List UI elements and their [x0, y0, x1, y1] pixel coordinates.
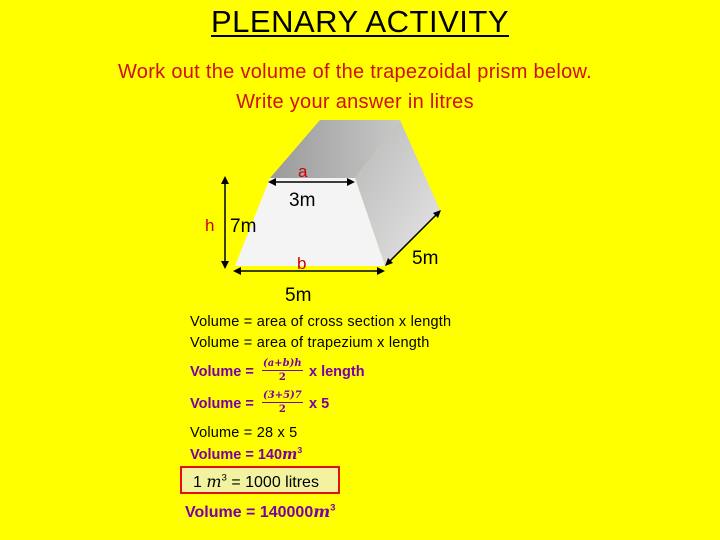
working-line-2: Volume = area of trapezium x length [190, 335, 430, 351]
label-height-measure: 7m [230, 216, 257, 237]
instruction-line-1: Work out the volume of the trapezoidal prism below. [117, 61, 593, 83]
label-a: a [298, 162, 308, 181]
conversion-text: 1 $m^3 = 1000$ litres [193, 472, 319, 491]
formula-denominator: 2 [278, 372, 286, 383]
label-h: h [205, 216, 215, 235]
formula-numerator: (a+b)h [263, 358, 302, 369]
substitution-suffix: x 5 [309, 396, 330, 412]
working-line-1: Volume = area of cross section x length [190, 314, 452, 330]
instruction-line-2: Write your answer in litres [236, 91, 474, 113]
working-line-5: Volume = 28 x 5 [190, 425, 298, 441]
formula-prefix: Volume = [190, 364, 254, 380]
formula-fraction [262, 358, 303, 383]
substitution-denominator: 2 [278, 404, 286, 415]
label-bottom-measure: 5m [285, 285, 312, 306]
substitution-numerator: (3+5)7 [263, 390, 302, 401]
label-length-measure: 5m [412, 248, 439, 269]
page-title: PLENARY ACTIVITY [210, 4, 510, 39]
substitution-fraction [262, 390, 303, 415]
label-b: b [297, 254, 307, 273]
working-line-6: Volume = $140m^3$ [190, 445, 303, 463]
substitution-prefix: Volume = [190, 396, 254, 412]
final-volume: Volume = $140000m^3$ [185, 502, 336, 521]
label-top-measure: 3m [289, 190, 316, 211]
formula-suffix: x length [309, 364, 365, 380]
